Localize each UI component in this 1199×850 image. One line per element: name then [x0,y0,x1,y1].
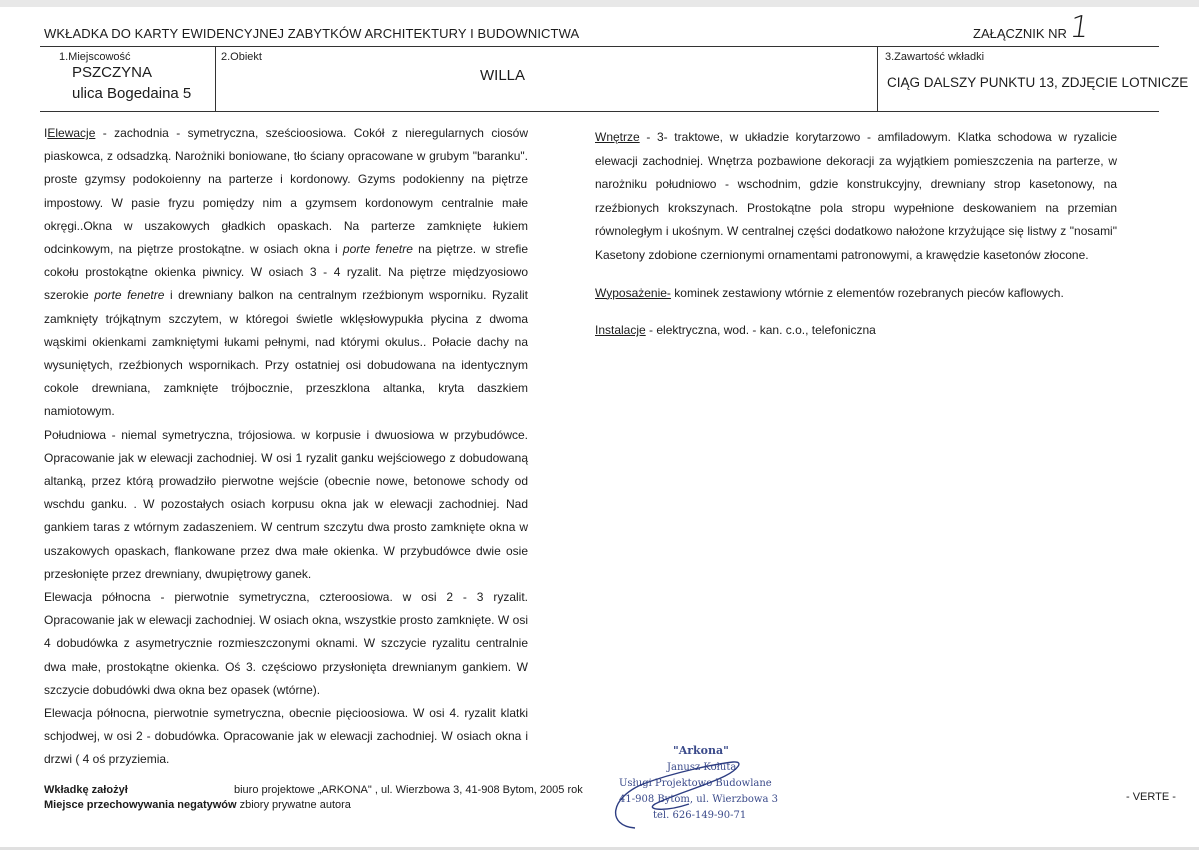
creator-value: biuro projektowe „ARKONA" , ul. Wierzbowa 3, 41-908 Bytom, 2005 rok [234,784,583,796]
negatives-value: zbiory prywatne autora [239,799,351,811]
field-divider-1 [215,46,216,111]
elevation-prefix: I [44,126,48,140]
equipment-text: kominek zestawiony wtórnie z elementów rozebranych pieców kaflowych. [670,285,1064,300]
stamp-line-2: Janusz Kołuta [667,762,737,773]
right-column [595,126,1117,343]
document-title: WKŁADKA DO KARTY EWIDENCYJNEJ ZABYTKÓW ARCHITEKTURY I BUDOWNICTWA [44,26,580,41]
header-rule-bottom [40,111,1159,112]
scan-edge-top [0,0,1199,7]
location-town: PSZCZYNA [72,64,153,81]
elevation-west-text-2: na piętrze. w strefie cokołu prostokątne okienka piwnicy. W osiach 3 - 4 ryzalit. Na piętrze międzyosiowo szerokie [44,242,529,303]
annex-label: ZAŁĄCZNIK NR [973,26,1067,41]
footer-creator-row [44,784,583,796]
stamp-line-5: tel. 626-149-90-71 [653,810,747,821]
interior-heading: Wnętrze [595,130,640,144]
elevation-west-text-3: i drewniany balkon na centralnym rzeźbionym wsporniku. Ryzalit zamknięty trójkątnym szczytem, w któregoi świetle wklęsłowypukła płycina z dwoma wąskimi okienkami zamkniętymi łukami pełnymi, nad którymi okulus.. Połacie dachy na wysuniętych, rzeźbionych wspornikach. Przy ostatniej osi dobudowana na identycznym cokole drewniana, zamknięte trójbocznie, przeszklona altanka, kryta daszkiem namiotowym. [44,288,528,419]
interior-text: - 3- traktowe, w układzie korytarzowo - amfiladowym. Klatka schodowa w ryzalicie elewacji zachodniej. Wnętrza pozbawione dekoracji za wyjątkiem pomieszczenia na parterze, w narożniku południowo - wschodnim, gdzie konstrukcyjny, drewniany strop kasetonowy, na rzeźbionych krokszynach. Prostokątne pola stropu wypełnione deskowaniem na przemian równoległym i ukośnym. W centralnej części dodatkowo nałożone krzyżujące się listwy z "nosami" Kasetony zdobione czernionymi ornamentami patronowymi, a krawędzie kasetonów złocone. [595,130,1117,262]
installations-paragraph [595,319,1117,343]
verte-note: - VERTE - [1126,791,1176,803]
stamp-line-4: 41-908 Bytom, ul. Wierzbowa 3 [619,794,778,805]
object-label: 2.Obiekt [221,51,262,63]
annex-number: 1 [1067,10,1092,45]
location-label: 1.Miejscowość [59,51,131,63]
elevation-west-paragraph [44,122,528,424]
contents-label: 3.Zawartość wkładki [885,51,985,63]
equipment-paragraph [595,282,1117,306]
elevation-west-text-1: - zachodnia - symetryczna, sześcioosiowa. Cokół z nieregularnych ciosów piaskowca, z odsadzką. Narożniki boniowane, tło ściany opracowane w grubym "baranku". proste gzymsy podokoienny na parterze i kordonowy. Gzyms podokienny na piętrze impostowy. W pasie fryzu pomiędzy nim a gzymsem kordonowym centralnie małe okręgi..Okna w uszakowych gładkich opaskach. Na parterze zamknięte łukiem odcinkowym, na piętrze prostokątne. w osiach okna i [44,126,528,257]
elevation-north-paragraph-1: Elewacja północna - pierwotnie symetryczna, czteroosiowa. w osi 2 - 3 ryzalit. Opracowanie jak w elewacji zachodniej. W osiach okna, wszystkie prosto zamknięte. W osi 4 dobudówka z asymetrycznie rozmieszczonymi oknami. W szczycie ryzalitu centralnie dwa małe, prostokątne okienka. Oś 3. częściowo przysłonięta drewnianym gankiem. W szczycie dobudówki dwa okna bez opasek (wtórne). [44,590,528,697]
location-street: ulica Bogedaina 5 [72,85,192,102]
elevations-heading: Elewacje [47,126,96,140]
interior-paragraph [595,126,1117,268]
creator-label: Wkładkę założył [44,784,128,796]
elevation-west-italic-1: porte fenetre [342,242,413,257]
field-divider-2 [877,46,878,111]
stamp-line-3: Usługi Projektowo Budowlane [619,778,772,789]
elevation-south-paragraph: Południowa - niemal symetryczna, trójosiowa. w korpusie i dwuosiowa w przybudówce. Opracowanie jak w elewacji zachodniej. W osi 1 ryzalit ganku wejściowego z dobudowaną altanką, przez którą prowadziło pierwotne wejście (obecnie nowe, betonowe schody od wschdu ganku. . W pozostałych osiach korpusu okna jak w elewacji zachodniej. Nad gankiem taras z wtórnym zadaszeniem. W centrum szczytu dwa prosto zamknięte okna w uszakowych opaskach, flankowane przez dwa małe okienka. W przybudówce dwie osie przesłonięte przez drewniany, dwupiętrowy ganek. [44,427,528,581]
stamp-line-1: "Arkona" [673,744,729,757]
elevation-north-paragraph-2: Elewacja północna, pierwotnie symetryczna, obecnie pięcioosiowa. W osi 4. ryzalit klatki schjodwej, w osi 2 - dobudówka. Opracowanie jak w elewacji zachodniej. W osiach okna i drzwi ( 4 oś przyziemia. [44,706,528,767]
negatives-label: Miejsce przechowywania negatywów [44,799,237,811]
installations-heading: Instalacje [595,323,646,338]
left-column [44,122,528,772]
object-value: WILLA [480,67,526,84]
equipment-heading: Wyposażenie- [595,285,671,300]
contents-value: CIĄG DALSZY PUNKTU 13, ZDJĘCIE LOTNICZE [887,75,1189,90]
header-rule-top [40,46,1159,47]
installations-text: - elektryczna, wod. - kan. c.o., telefoniczna [645,323,876,338]
footer-negatives-row [44,799,351,811]
company-stamp [605,740,810,830]
elevation-west-italic-2: porte fenetre [94,288,165,303]
